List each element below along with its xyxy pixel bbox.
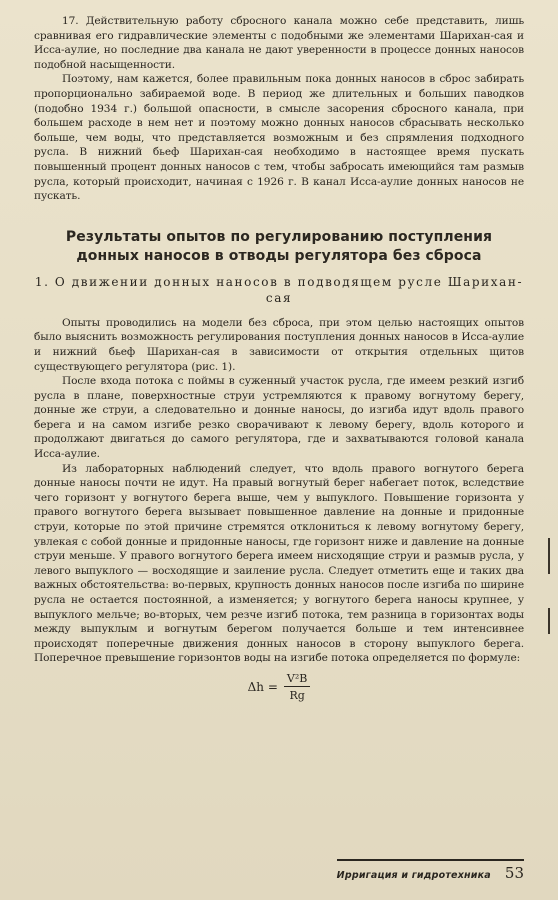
paragraph-therefore: Поэтому, нам кажется, более правильным пока донных наносов в сброс забирать пропорционально забираемой воде. В период же длительных и больших паводков (подобно 1934 г.) большой опасности, в смысле засорения сбросного канала, при большем расходе в нем нет и поэтому можно донных наносов сбрасывать несколько больше, чем воды, что представляется возможным и без спрямления подходного русла. В нижний бьеф Шарихан-сая необходимо в настоящее время пускать повышенный процент донных наносов с тем, чтобы забросать имеющийся там размыв русла, который происходит, начиная с 1926 г. В канал Исса-аулие донных наносов не пускать. [34, 73, 524, 203]
page-number: 53 [504, 864, 524, 882]
section-title: Результаты опытов по регулированию поступления донных наносов в отводы регулятора без сброса [65, 228, 493, 264]
top-block [34, 14, 524, 204]
paragraph-lab-observations: Из лабораторных наблюдений следует, что вдоль правого вогнутого берега донные наносы почти не идут. На правый вогнутый берег набегает поток, вследствие чего горизонт у вогнутого берега выше, чем у выпуклого. Повышение горизонта у правого вогнутого берега вызывает повышенное давление на донные и придонные струи, которые по этой причине стремятся отклониться к левому вогнутому берегу, увлекая с собой донные и придонные наносы, где горизонт ниже и давление на донные струи меньше. У правого вогнутого берега имеем нисходящие струи и размыв русла, у левого выпуклого — восходящие и заиление русла. Следует отметить еще и таких два важных обстоятельства: во-первых, крупность донных наносов после изгиба по ширине русла не остается постоянной, а изменяется; у вогнутого берега наносы крупнее, у выпуклого мельче; во-вторых, чем резче изгиб потока, тем разница в горизонтах воды между выпуклым и вогнутым берегом получается больше и тем интенсивнее происходят поперечные движения донных наносов в сторону выпуклого берега. Поперечное превышение горизонтов воды на изгибе потока определяется по формуле: [34, 462, 524, 665]
paragraph-experiments: Опыты проводились на модели без сброса, при этом целью настоящих опытов было выяснить возможность регулирования поступления донных наносов в Исса-аулие и нижний бьеф Шарихан-сая в зависимости от открытия отдельных щитов существующего регулятора (рис. 1). [34, 316, 524, 373]
body-block [34, 316, 524, 666]
paragraph-flow-entry: После входа потока с поймы в суженный участок русла, где имеем резкий изгиб русла в плане, поверхностные струи устремляются к правому вогнутому берегу, донные же струи, а следовательно и донные наносы, до изгиба идут вдоль правого берега и на самом изгибе резко сворачивают к левому берегу, вдоль которого и продолжают двигаться до самого регулятора, где и захватываются головой канала Исса-аулие. [34, 375, 524, 461]
margin-mark-upper [548, 538, 550, 574]
formula-numerator: V²B [284, 672, 310, 687]
subsection-title: 1. О движении донных наносов в подводящем русле Шарихан-сая [34, 274, 524, 305]
footer-rule [337, 859, 524, 882]
formula-denominator: Rg [289, 688, 305, 702]
formula-lhs: Δh = [247, 679, 278, 694]
paragraph-17: 17. Действительную работу сбросного канала можно себе представить, лишь сравнивая его гидравлические элементы с подобными же элементами Шарихан-сая и Исса-аулие, но последние два канала не дают уверенности в процессе донных наносов подобной насыщенности. [34, 15, 524, 71]
journal-name: Ирригация и гидротехника [336, 870, 491, 881]
formula [34, 672, 524, 702]
footer [0, 859, 558, 882]
margin-mark-lower [548, 608, 550, 634]
formula-fraction [284, 672, 310, 702]
